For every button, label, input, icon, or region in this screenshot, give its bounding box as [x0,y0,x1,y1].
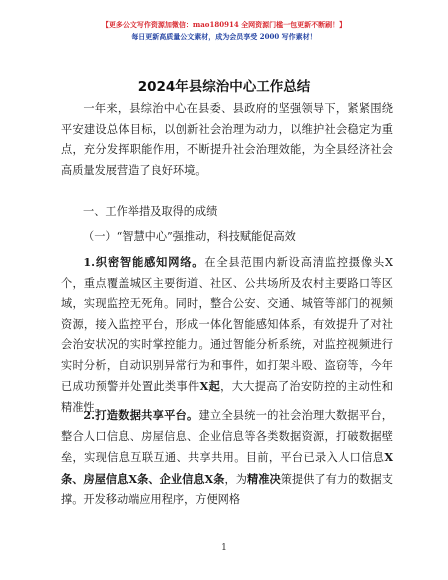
item-1-label: 1.织密智能感知网络。 [83,255,205,269]
item-2-sep-2: 、企业信息 [148,471,205,486]
population-count: X条 [61,450,393,486]
item-2-paragraph [61,405,393,511]
housing-count: X条 [128,471,149,486]
item-2-sep-1: 、房屋信息 [72,471,129,486]
item-2-label: 2.打造数据共享平台。 [83,408,199,422]
item-1-bold-value: X起 [199,379,221,393]
subsection-heading: （一）“智慧中心”强推动，科技赋能促高效 [83,230,296,243]
page-number: 1 [221,543,227,553]
section-heading: 一、工作举措及取得的成绩 [83,205,218,218]
intro-paragraph: 一年来，县综治中心在县委、县政府的坚强领导下，紧紧围绕平安建设总体目标，以创新社会治理为动力，以维护社会稳定为重点，充分发挥职能作用，不断提升社会治理效能，为全县经济社会高质量发展营造了良好环境。 [61,102,393,177]
item-2-text-end: 策提供了有力的数据支撑。开发移动端应用程序，方便网格 [61,472,393,506]
promo-note-line-2: 每日更新高质量公文素材，成为会员享受 2000 写作素材！ [131,32,317,41]
item-2-bold-phrase: 精准决 [246,471,281,486]
item-1-text: 在全县范围内新设高清监控摄像头X个，重点覆盖城区主要街道、社区、公共场所及农村主要路口等区域，实现监控无死角。同时，整合公安、交通、城管等部门的视频资源，接入监控平台，形成一体化智能感知体系，有效提升了对社会治安状况的实时掌控能力。通过智能分析系统，对监控视频进行实时分析，自动识别异常行为和事件，如打架斗殴、盗窃等，今年已成功预警并处置此类事件 [61,256,393,393]
enterprise-count: X条 [204,471,225,486]
item-1-text-end: ，大大提高了治安防控的主动性和精准性。 [61,380,393,414]
document-title: 2024年县综治中心工作总结 [137,79,311,95]
item-2-sep-3: ，为 [224,472,247,486]
item-1-paragraph [61,252,393,418]
item-2-text: 建立全县统一的社会治理大数据平台，整合人口信息、房屋信息、企业信息等各类数据资源，打破数据壁垒，实现信息互联互通、共享共用。目前，平台已录入人口信息 [61,409,393,464]
promo-note-line-1: 【更多公文写作资源加微信：mao180914 全网资源门槛一包更新不断刷！】 [101,20,347,29]
